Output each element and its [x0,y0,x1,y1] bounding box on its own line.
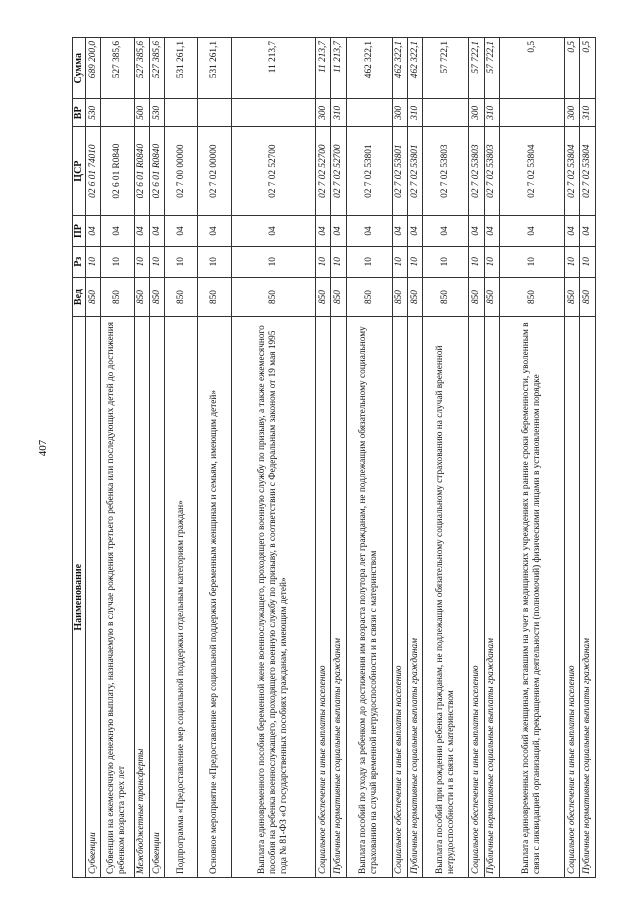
cell-name: Субвенции [86,317,101,878]
cell-csr: 02 6 01 R0840 [101,127,134,216]
cell-csr: 02 7 02 53804 [499,127,564,216]
header-rz: Рз [73,246,86,277]
cell-vr: 530 [86,99,101,127]
cell-pr: 04 [331,216,346,247]
cell-ved: 850 [408,277,423,317]
cell-csr: 02 7 02 53804 [580,127,596,216]
page-number: 407 [37,439,49,457]
cell-sum: 57 722,1 [484,38,499,99]
cell-sum: 57 722,1 [469,38,484,99]
table-row [134,38,149,878]
cell-vr [346,99,392,127]
cell-csr: 02 6 01 R0840 [134,127,149,216]
cell-csr: 02 7 02 53804 [565,127,580,216]
cell-pr: 04 [316,216,331,247]
header-pr: ПР [73,216,86,247]
cell-csr: 02 7 02 00000 [198,127,231,216]
cell-rz: 10 [580,246,596,277]
cell-ved: 850 [101,277,134,317]
cell-ved: 850 [198,277,231,317]
table-row [165,38,198,878]
cell-rz: 10 [86,246,101,277]
cell-sum: 689 200,0 [86,38,101,99]
cell-sum: 11 213,7 [231,38,315,99]
cell-csr: 02 7 02 53803 [423,127,469,216]
cell-name: Выплата пособий по уходу за ребенком до достижения им возраста полутора лет гражданам, не подлежащим обязательному социальному страхованию на случай временной нетрудоспособности и в связи с материнством [346,317,392,878]
cell-name: Публичные нормативные социальные выплаты гражданам [408,317,423,878]
cell-csr: 02 7 02 52700 [231,127,315,216]
header-ved: Вед [73,277,86,317]
cell-rz: 10 [484,246,499,277]
cell-ved: 850 [392,277,407,317]
header-sum: Сумма [73,38,86,99]
cell-ved: 850 [499,277,564,317]
cell-ved: 850 [134,277,149,317]
table-header-row [73,38,86,878]
header-csr: ЦСР [73,127,86,216]
cell-name: Социальное обеспечение и иные выплаты населению [316,317,331,878]
cell-pr: 04 [346,216,392,247]
table-row [316,38,331,878]
cell-csr: 02 7 02 53801 [408,127,423,216]
cell-vr [231,99,315,127]
cell-sum: 57 722,1 [423,38,469,99]
cell-name: Публичные нормативные социальные выплаты гражданам [580,317,596,878]
cell-pr: 04 [423,216,469,247]
cell-rz: 10 [198,246,231,277]
cell-csr: 02 7 02 53801 [392,127,407,216]
cell-sum: 462 322,1 [392,38,407,99]
cell-ved: 850 [331,277,346,317]
cell-sum: 531 261,1 [165,38,198,99]
table-row [86,38,101,878]
cell-sum: 527 385,6 [134,38,149,99]
cell-name: Социальное обеспечение и иные выплаты населению [469,317,484,878]
cell-pr: 04 [580,216,596,247]
cell-ved: 850 [346,277,392,317]
cell-rz: 10 [231,246,315,277]
cell-sum: 527 385,6 [149,38,164,99]
cell-pr: 04 [408,216,423,247]
cell-vr: 530 [149,99,164,127]
cell-rz: 10 [331,246,346,277]
cell-sum: 531 261,1 [198,38,231,99]
cell-vr [423,99,469,127]
table-row [580,38,596,878]
table-row [565,38,580,878]
cell-vr: 310 [408,99,423,127]
cell-name: Выплата единовременного пособия беременной жене военнослужащего, проходящего военную службу по призыву, а также ежемесячного пособия на ребенка военнослужащего, проходящего военную службу по призыву, в соответствии с Федеральным законом от 19 мая 1995 года № 81-ФЗ «О государственных пособиях гражданам, имеющим детей» [231,317,315,878]
cell-pr: 04 [86,216,101,247]
cell-sum: 0,5 [565,38,580,99]
cell-ved: 850 [565,277,580,317]
table-row [149,38,164,878]
table-row [346,38,392,878]
table-row [484,38,499,878]
table-row [423,38,469,878]
cell-ved: 850 [86,277,101,317]
cell-rz: 10 [346,246,392,277]
cell-pr: 04 [198,216,231,247]
table-row [408,38,423,878]
cell-ved: 850 [165,277,198,317]
cell-pr: 04 [565,216,580,247]
table-row [469,38,484,878]
table-row [101,38,134,878]
cell-name: Выплата пособий при рождении ребенка гражданам, не подлежащим обязательному социальному страхованию на случай временной нетрудоспособности и в связи с материнством [423,317,469,878]
cell-name: Публичные нормативные социальные выплаты гражданам [484,317,499,878]
cell-sum: 462 322,1 [408,38,423,99]
cell-name: Субвенции [149,317,164,878]
cell-sum: 11 213,7 [316,38,331,99]
cell-vr: 500 [134,99,149,127]
cell-ved: 850 [484,277,499,317]
cell-vr: 310 [484,99,499,127]
cell-ved: 850 [580,277,596,317]
cell-rz: 10 [316,246,331,277]
cell-pr: 04 [149,216,164,247]
cell-csr: 02 7 02 52700 [331,127,346,216]
cell-name: Подпрограмма «Предоставление мер социальной поддержки отдельным категориям граждан» [165,317,198,878]
cell-csr: 02 6 01 R0840 [149,127,164,216]
cell-pr: 04 [231,216,315,247]
cell-pr: 04 [101,216,134,247]
cell-rz: 10 [423,246,469,277]
cell-sum: 462 322,1 [346,38,392,99]
cell-vr: 310 [580,99,596,127]
cell-vr: 300 [392,99,407,127]
cell-rz: 10 [499,246,564,277]
cell-rz: 10 [165,246,198,277]
cell-vr: 310 [331,99,346,127]
cell-pr: 04 [499,216,564,247]
cell-rz: 10 [469,246,484,277]
cell-name: Публичные нормативные социальные выплаты гражданам [331,317,346,878]
cell-csr: 02 7 02 53801 [346,127,392,216]
cell-ved: 850 [316,277,331,317]
table-row [198,38,231,878]
cell-pr: 04 [392,216,407,247]
cell-pr: 04 [134,216,149,247]
cell-pr: 04 [484,216,499,247]
cell-vr [101,99,134,127]
cell-rz: 10 [408,246,423,277]
cell-vr: 300 [565,99,580,127]
table-row [392,38,407,878]
cell-csr: 02 7 02 53803 [484,127,499,216]
budget-table [72,37,596,878]
rotated-table-sheet [72,37,596,878]
cell-sum: 0,5 [499,38,564,99]
cell-ved: 850 [469,277,484,317]
cell-vr: 300 [316,99,331,127]
table-row [331,38,346,878]
cell-csr: 02 7 00 00000 [165,127,198,216]
cell-vr [198,99,231,127]
cell-rz: 10 [565,246,580,277]
cell-csr: 02 7 02 52700 [316,127,331,216]
header-vr: ВР [73,99,86,127]
cell-rz: 10 [392,246,407,277]
cell-name: Субвенции на ежемесячную денежную выплату, назначаемую в случае рождения третьего ребенка или последующих детей до достижения ребенком возраста трех лет [101,317,134,878]
cell-ved: 850 [149,277,164,317]
cell-name: Социальное обеспечение и иные выплаты населению [565,317,580,878]
cell-ved: 850 [231,277,315,317]
cell-name: Выплата единовременных пособий женщинам, вставшим на учет в медицинских учреждениях в ранние сроки беременности, уволенным в связи с ликвидацией организаций, прекращением деятельности (полномочий) физическими лицами в установленном порядке [499,317,564,878]
table-row [231,38,315,878]
cell-rz: 10 [134,246,149,277]
cell-rz: 10 [149,246,164,277]
cell-name: Межбюджетные трансферты [134,317,149,878]
cell-sum: 527 385,6 [101,38,134,99]
cell-pr: 04 [165,216,198,247]
cell-sum: 0,5 [580,38,596,99]
cell-vr [499,99,564,127]
cell-rz: 10 [101,246,134,277]
cell-vr: 300 [469,99,484,127]
cell-csr: 02 6 01 74010 [86,127,101,216]
header-name: Наименование [73,317,86,878]
cell-name: Основное мероприятие «Предоставление мер социальной поддержки беременным женщинам и семьям, имеющим детей» [198,317,231,878]
cell-ved: 850 [423,277,469,317]
cell-name: Социальное обеспечение и иные выплаты населению [392,317,407,878]
table-row [499,38,564,878]
cell-csr: 02 7 02 53803 [469,127,484,216]
cell-vr [165,99,198,127]
cell-sum: 11 213,7 [331,38,346,99]
cell-pr: 04 [469,216,484,247]
